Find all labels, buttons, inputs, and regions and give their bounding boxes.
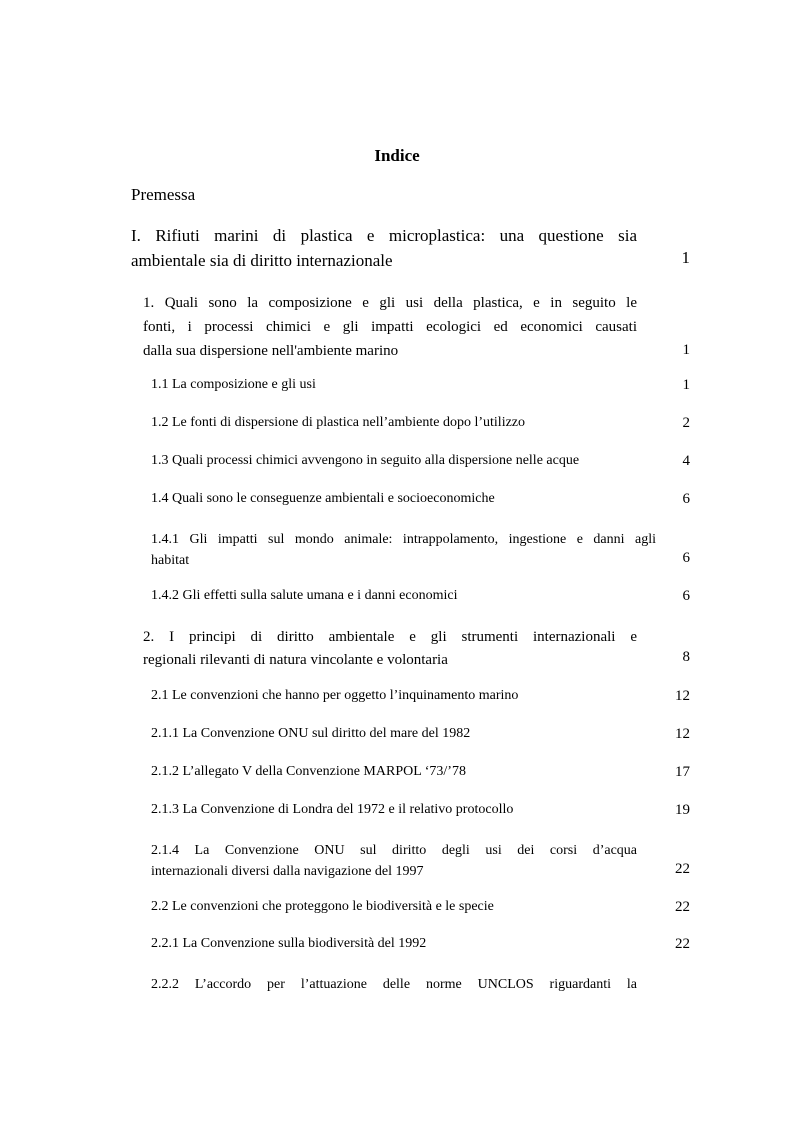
toc-entry-2-1-1[interactable]: [151, 726, 470, 742]
toc-entry-page: 1: [682, 377, 690, 393]
toc-entry-page: 22: [675, 861, 690, 877]
toc-chapter-1-page: 1: [681, 248, 690, 267]
toc-entry-line: 1.4.1 Gli impatti sul mondo animale: intrappolamento, ingestione e danni agli: [151, 532, 656, 547]
toc-entry-page: 12: [675, 688, 690, 704]
toc-entry-page: 12: [675, 726, 690, 742]
toc-entry-2-1-4[interactable]: [151, 840, 637, 882]
toc-entry-1[interactable]: [143, 291, 637, 363]
toc-entry-line: 2.1.1 La Convenzione ONU sul diritto del mare del 1982: [151, 726, 471, 741]
toc-entry-line: dalla sua dispersione nell'ambiente marino: [143, 343, 399, 359]
toc-entry-line: 1.2 Le fonti di dispersione di plastica nell’ambiente dopo l’utilizzo: [151, 415, 526, 430]
toc-entry-page: 19: [675, 802, 690, 818]
toc-premessa-label: Premessa: [131, 185, 196, 204]
toc-entry-2[interactable]: [143, 626, 637, 672]
toc-entry-1-4-2[interactable]: [151, 588, 458, 604]
toc-entry-2-1-2[interactable]: [151, 764, 466, 780]
page-title: Indice: [374, 146, 420, 165]
toc-entry-line: 2.1 Le convenzioni che hanno per oggetto l’inquinamento marino: [151, 688, 519, 703]
toc-entry-line: 1.4 Quali sono le conseguenze ambientali e socioeconomiche: [151, 491, 495, 506]
toc-entry-line: 2.2.1 La Convenzione sulla biodiversità del 1992: [151, 936, 427, 951]
toc-entry-1-4-1[interactable]: [151, 529, 656, 571]
toc-entry-1-3[interactable]: [151, 453, 579, 469]
toc-entry-line: 2.1.2 L’allegato V della Convenzione MARPOL ‘73/’78: [151, 764, 466, 779]
toc-entry-2-2[interactable]: [151, 899, 494, 915]
toc-entry-1-4[interactable]: [151, 491, 495, 507]
toc-premessa[interactable]: [131, 185, 195, 205]
toc-entry-line: 1.3 Quali processi chimici avvengono in seguito alla dispersione nelle acque: [151, 453, 580, 468]
toc-chapter-1[interactable]: [131, 223, 637, 273]
toc-entry-page: 6: [682, 588, 690, 604]
toc-entry-page: 2: [682, 415, 690, 431]
toc-entry-line: fonti, i processi chimici e gli impatti ecologici ed economici causati: [143, 319, 637, 335]
toc-entry-page: 6: [682, 550, 690, 566]
toc-entry-page: 22: [675, 899, 690, 915]
toc-entry-page: 6: [682, 491, 690, 507]
toc-chapter-1-line-2: ambientale sia di diritto internazionale: [131, 251, 393, 270]
toc-entry-line: 2. I principi di diritto ambientale e gli strumenti internazionali e: [143, 629, 637, 645]
toc-entry-line: habitat: [151, 553, 190, 568]
toc-entry-2-1[interactable]: [151, 688, 518, 704]
toc-entry-line: 2.2.2 L’accordo per l’attuazione delle norme UNCLOS riguardanti la: [151, 977, 637, 992]
toc-entry-1-1[interactable]: [151, 377, 316, 393]
toc-entry-2-1-3[interactable]: [151, 802, 513, 818]
toc-entry-line: 1.4.2 Gli effetti sulla salute umana e i danni economici: [151, 588, 458, 603]
toc-entry-line: regionali rilevanti di natura vincolante e volontaria: [143, 652, 448, 668]
toc-entry-page: 4: [682, 453, 690, 469]
toc-entry-2-2-1[interactable]: [151, 936, 426, 952]
toc-entry-page: 1: [682, 342, 690, 358]
toc-chapter-1-line-1: I. Rifiuti marini di plastica e microplastica: una questione sia: [131, 226, 637, 245]
toc-entry-page: 17: [675, 764, 690, 780]
toc-entry-line: 1.1 La composizione e gli usi: [151, 377, 316, 392]
toc-entry-line: internazionali diversi dalla navigazione del 1997: [151, 864, 424, 879]
toc-entry-line: 2.2 Le convenzioni che proteggono le biodiversità e le specie: [151, 899, 494, 914]
toc-entry-2-2-2[interactable]: [151, 974, 637, 995]
toc-entry-line: 2.1.3 La Convenzione di Londra del 1972 e il relativo protocollo: [151, 802, 514, 817]
toc-entry-page: 22: [675, 936, 690, 952]
toc-entry-line: 2.1.4 La Convenzione ONU sul diritto degli usi dei corsi d’acqua: [151, 843, 637, 858]
toc-entry-page: 8: [682, 649, 690, 665]
toc-entry-1-2[interactable]: [151, 415, 525, 431]
toc-entry-line: 1. Quali sono la composizione e gli usi della plastica, e in seguito le: [143, 295, 637, 311]
